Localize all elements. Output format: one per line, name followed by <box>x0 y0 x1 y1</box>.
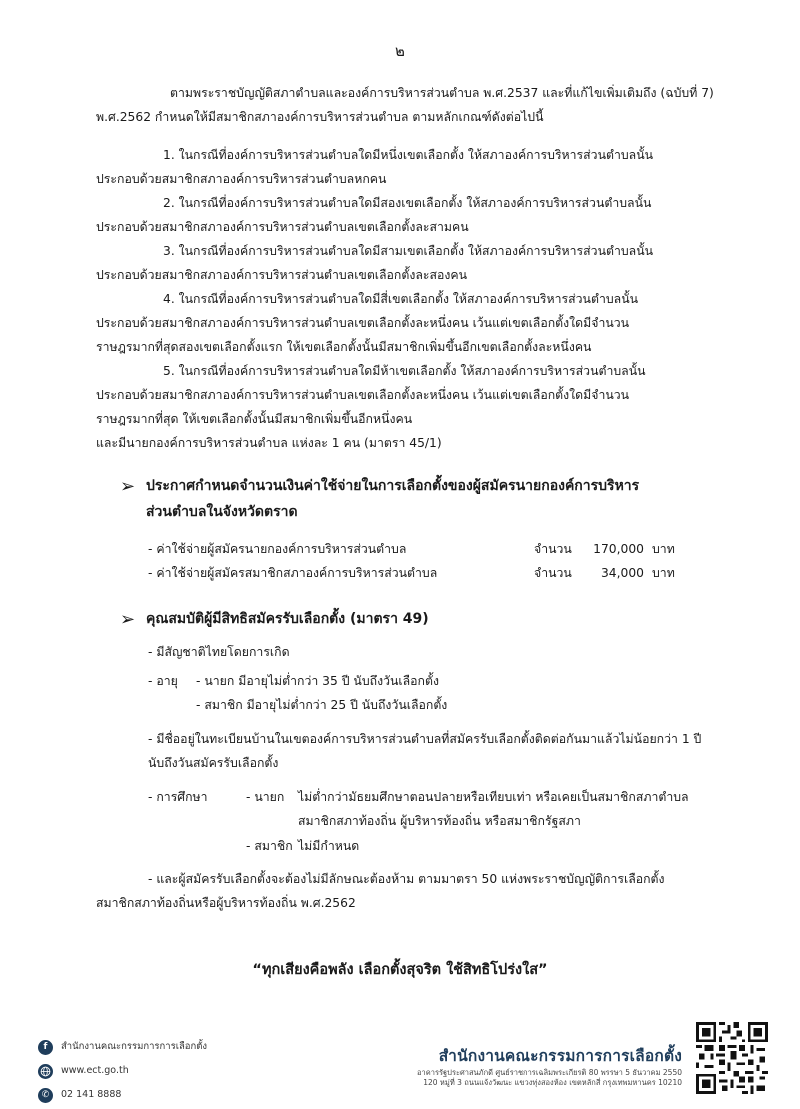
agency-address-line-2: 120 หมู่ที่ 3 ถนนแจ้งวัฒนะ แขวงทุ่งสองห้อง เขตหลักสี่ กรุงเทพมหานคร 10210 <box>423 1078 682 1088</box>
footer-contacts <box>38 1035 207 1107</box>
education-label: - การศึกษา <box>148 790 208 804</box>
rule-5-line-3: ราษฎรมากที่สุด ให้เขตเลือกตั้งนั้นมีสมาชิกเพิ่มขึ้นอีกหนึ่งคน <box>96 412 413 426</box>
age-label: - อายุ <box>148 674 178 688</box>
footer-phone-row[interactable] <box>38 1083 207 1107</box>
rule-4-line-3: ราษฎรมากที่สุดสองเขตเลือกตั้งแรก ให้เขตเลือกตั้งนั้นมีสมาชิกเพิ่มขึ้นอีกเขตเลือกตั้งละหนึ่งคน <box>96 340 592 354</box>
nationality-text: - มีสัญชาติไทยโดยการเกิด <box>148 645 290 659</box>
expense-heading-line-2: ส่วนตำบลในจังหวัดตราด <box>146 504 298 520</box>
page-number: ๒ <box>395 42 405 60</box>
rule-2-line-1: 2. ในกรณีที่องค์การบริหารส่วนตำบลใดมีสองเขตเลือกตั้ง ให้สภาองค์การบริหารส่วนตำบลนั้น <box>163 196 652 210</box>
rule-1-line-2: ประกอบด้วยสมาชิกสภาองค์การบริหารส่วนตำบลหกคน <box>96 172 387 186</box>
intro-line-2: พ.ศ.2562 กำหนดให้มีสมาชิกสภาองค์การบริหารส่วนตำบล ตามหลักเกณฑ์ดังต่อไปนี้ <box>96 110 544 124</box>
residence-line-1: - มีชื่ออยู่ในทะเบียนบ้านในเขตองค์การบริหารส่วนตำบลที่สมัครรับเลือกตั้งติดต่อกันมาแล้วไม่น้อยกว่า 1 ปี <box>148 732 702 746</box>
facebook-text: สำนักงานคณะกรรมการการเลือกตั้ง <box>61 1040 208 1052</box>
phone-icon: ✆ <box>38 1088 53 1103</box>
expense-amount-label: จำนวน <box>534 566 572 580</box>
qualifications-heading: คุณสมบัติผู้มีสิทธิสมัครรับเลือกตั้ง (มาตรา 49) <box>146 611 429 627</box>
age-member-text: - สมาชิก มีอายุไม่ต่ำกว่า 25 ปี นับถึงวันเลือกตั้ง <box>196 698 448 712</box>
expense-unit: บาท <box>652 542 675 556</box>
qr-code[interactable] <box>696 1022 768 1094</box>
expense-heading-line-1: ประกาศกำหนดจำนวนเงินค่าใช้จ่ายในการเลือกตั้งของผู้สมัครนายกองค์การบริหาร <box>146 478 640 494</box>
facebook-icon: f <box>38 1040 53 1055</box>
mayor-line: และมีนายกองค์การบริหารส่วนตำบล แห่งละ 1 คน (มาตรา 45/1) <box>96 436 442 450</box>
edu-member-text: ไม่มีกำหนด <box>298 839 360 853</box>
expense-unit: บาท <box>652 566 675 580</box>
expense-row-label: - ค่าใช้จ่ายผู้สมัครสมาชิกสภาองค์การบริหารส่วนตำบล <box>148 566 438 580</box>
arrow-bullet-icon: ➢ <box>120 476 136 497</box>
expense-amount: 170,000 <box>593 542 644 556</box>
footer-website-row[interactable] <box>38 1059 207 1083</box>
rule-3-line-1: 3. ในกรณีที่องค์การบริหารส่วนตำบลใดมีสามเขตเลือกตั้ง ให้สภาองค์การบริหารส่วนตำบลนั้น <box>163 244 654 258</box>
disqualification-line-1: - และผู้สมัครรับเลือกตั้งจะต้องไม่มีลักษณะต้องห้าม ตามมาตรา 50 แห่งพระราชบัญญัติการเลือกตั้ง <box>148 872 665 886</box>
agency-address-line-1: อาคารรัฐประศาสนภักดี ศูนย์ราชการเฉลิมพระเกียรติ 80 พรรษา 5 ธันวาคม 2550 <box>417 1068 682 1078</box>
expense-amount: 34,000 <box>600 566 644 580</box>
age-mayor-text: - นายก มีอายุไม่ต่ำกว่า 35 ปี นับถึงวันเลือกตั้ง <box>196 674 439 688</box>
rule-4-line-2: ประกอบด้วยสมาชิกสภาองค์การบริหารส่วนตำบลเขตเลือกตั้งละหนึ่งคน เว้นแต่เขตเลือกตั้งใดมีจำนวน <box>96 316 630 330</box>
residence-line-2: นับถึงวันสมัครรับเลือกตั้ง <box>148 756 279 770</box>
website-text: www.ect.go.th <box>61 1064 129 1076</box>
rule-5-line-2: ประกอบด้วยสมาชิกสภาองค์การบริหารส่วนตำบลเขตเลือกตั้งละหนึ่งคน เว้นแต่เขตเลือกตั้งใดมีจำนวน <box>96 388 630 402</box>
edu-mayor-line-1: ไม่ต่ำกว่ามัธยมศึกษาตอนปลายหรือเทียบเท่า หรือเคยเป็นสมาชิกสภาตำบล <box>298 790 689 804</box>
edu-member-label: - สมาชิก <box>246 839 293 853</box>
edu-mayor-line-2: สมาชิกสภาท้องถิ่น ผู้บริหารท้องถิ่น หรือสมาชิกรัฐสภา <box>298 814 581 828</box>
disqualification-line-2: สมาชิกสภาท้องถิ่นหรือผู้บริหารท้องถิ่น พ.ศ.2562 <box>96 896 356 910</box>
slogan: “ทุกเสียงคือพลัง เลือกตั้งสุจริต ใช้สิทธิโปร่งใส” <box>252 962 548 978</box>
agency-name: สำนักงานคณะกรรมการการเลือกตั้ง <box>438 1047 682 1065</box>
phone-text: 02 141 8888 <box>61 1088 122 1100</box>
footer-facebook-row[interactable] <box>38 1035 207 1059</box>
footer-agency <box>417 1045 682 1089</box>
rule-5-line-1: 5. ในกรณีที่องค์การบริหารส่วนตำบลใดมีห้าเขตเลือกตั้ง ให้สภาองค์การบริหารส่วนตำบลนั้น <box>163 364 646 378</box>
rule-3-line-2: ประกอบด้วยสมาชิกสภาองค์การบริหารส่วนตำบลเขตเลือกตั้งละสองคน <box>96 268 468 282</box>
expense-amount-label: จำนวน <box>534 542 572 556</box>
edu-mayor-label: - นายก <box>246 790 285 804</box>
arrow-bullet-icon: ➢ <box>120 609 136 630</box>
expense-row-label: - ค่าใช้จ่ายผู้สมัครนายกองค์การบริหารส่วนตำบล <box>148 542 407 556</box>
rule-1-line-1: 1. ในกรณีที่องค์การบริหารส่วนตำบลใดมีหนึ่งเขตเลือกตั้ง ให้สภาองค์การบริหารส่วนตำบลนั้น <box>163 148 654 162</box>
rule-4-line-1: 4. ในกรณีที่องค์การบริหารส่วนตำบลใดมีสี่เขตเลือกตั้ง ให้สภาองค์การบริหารส่วนตำบลนั้น <box>163 292 639 306</box>
rule-2-line-2: ประกอบด้วยสมาชิกสภาองค์การบริหารส่วนตำบลเขตเลือกตั้งละสามคน <box>96 220 469 234</box>
intro-line-1: ตามพระราชบัญญัติสภาตำบลและองค์การบริหารส่วนตำบล พ.ศ.2537 และที่แก้ไขเพิ่มเติมถึง (ฉบับที่ 7) <box>170 86 714 100</box>
globe-icon <box>38 1064 53 1079</box>
